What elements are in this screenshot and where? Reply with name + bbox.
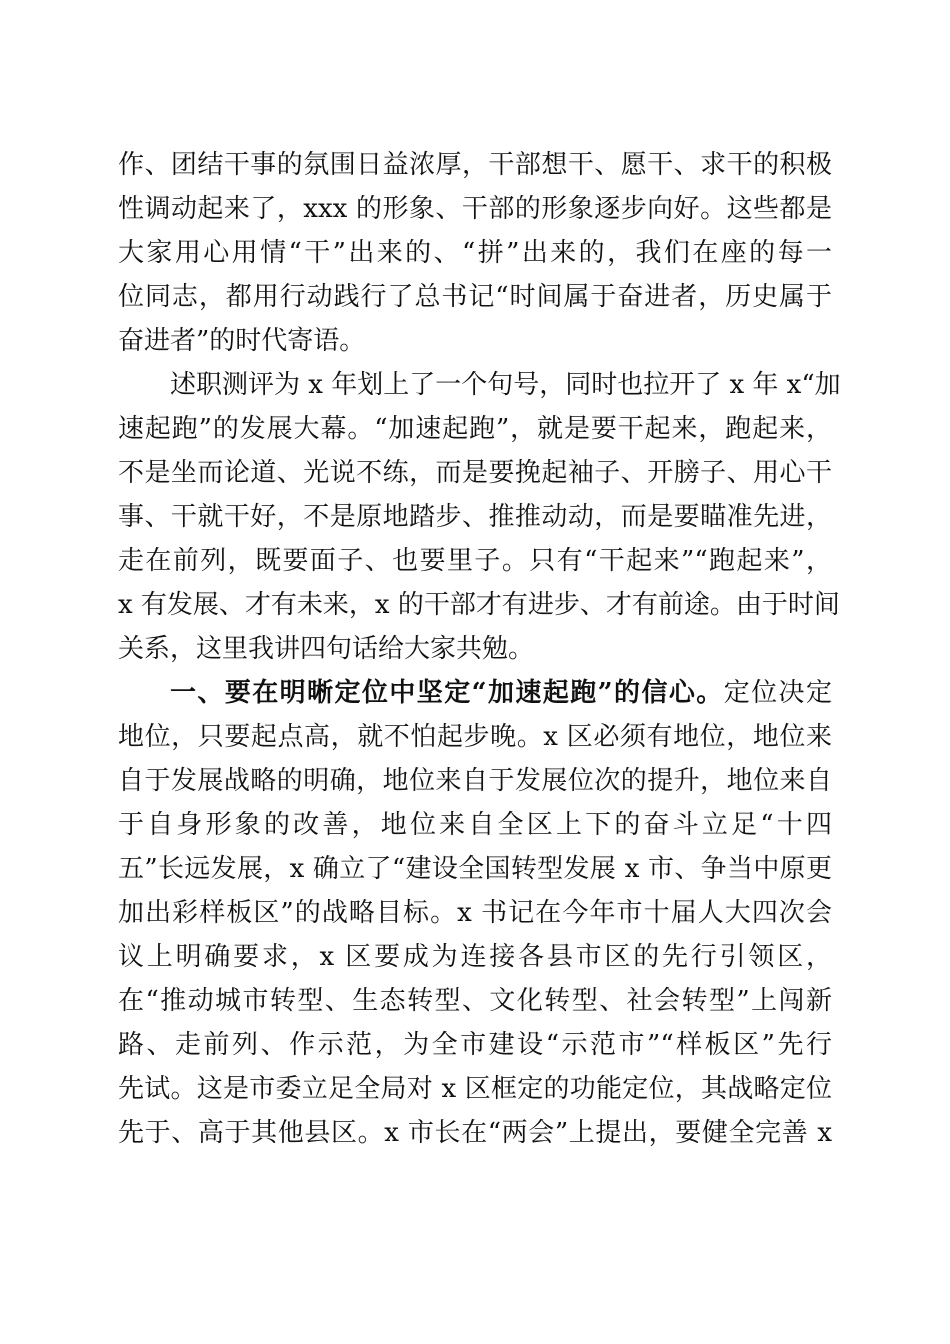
- text-line: 速起跑”的发展大幕。“加速起跑”，就是要干起来，跑起来，: [118, 414, 832, 444]
- text-line: 五”长远发展，x 确立了“建设全国转型发展 x 市、争当中原更: [118, 854, 832, 884]
- text-line: x 有发展、才有未来，x 的干部才有进步、才有前途。由于时间: [118, 590, 840, 620]
- document-page: [118, 143, 841, 1155]
- text-line: 位同志，都用行动践行了总书记“时间属于奋进者，历史属于: [118, 282, 832, 312]
- text-line: 自于发展战略的明确，地位来自于发展位次的提升，地位来自: [118, 766, 832, 796]
- section-heading: 一、要在明晰定位中坚定“加速起跑”的信心。: [170, 678, 724, 708]
- text-line: 事、干就干好，不是原地踏步、推推动动，而是要瞄准先进，: [118, 502, 832, 532]
- text-line: 路、走前列、作示范，为全市建设“示范市”“样板区”先行: [118, 1030, 832, 1060]
- text-line: 关系，这里我讲四句话给大家共勉。: [118, 634, 535, 664]
- paragraph-3: [118, 671, 832, 1155]
- text-line: 地位，只要起点高，就不怕起步晚。x 区必须有地位，地位来: [118, 722, 832, 752]
- text-line: 在“推动城市转型、生态转型、文化转型、社会转型”上闯新: [118, 986, 832, 1016]
- text-line: 大家用心用情“干”出来的、“拼”出来的，我们在座的每一: [118, 238, 832, 268]
- heading-line: [118, 671, 832, 715]
- text-line: 先于、高于其他县区。x 市长在“两会”上提出，要健全完善 x: [118, 1118, 832, 1148]
- text-line: 走在前列，既要面子、也要里子。只有“干起来”“跑起来”，: [118, 546, 832, 576]
- text-line: 述职测评为 x 年划上了一个句号，同时也拉开了 x 年 x“加: [170, 370, 841, 400]
- text-line: 加出彩样板区”的战略目标。x 书记在今年市十届人大四次会: [118, 898, 832, 928]
- text-line: 作、团结干事的氛围日益浓厚，干部想干、愿干、求干的积极: [118, 150, 832, 180]
- text-line: 不是坐而论道、光说不练，而是要挽起袖子、开膀子、用心干: [118, 458, 832, 488]
- paragraph-1: [118, 143, 832, 363]
- heading-line-rest: 定位决定: [723, 678, 832, 708]
- text-line: 奋进者”的时代寄语。: [118, 326, 366, 356]
- text-line: 议上明确要求，x 区要成为连接各县市区的先行引领区，: [118, 942, 832, 972]
- text-line: 性调动起来了，xxx 的形象、干部的形象逐步向好。这些都是: [118, 194, 832, 224]
- text-line: 先试。这是市委立足全局对 x 区框定的功能定位，其战略定位: [118, 1074, 832, 1104]
- paragraph-2: [118, 363, 841, 671]
- text-line: 于自身形象的改善，地位来自全区上下的奋斗立足“十四: [118, 810, 832, 840]
